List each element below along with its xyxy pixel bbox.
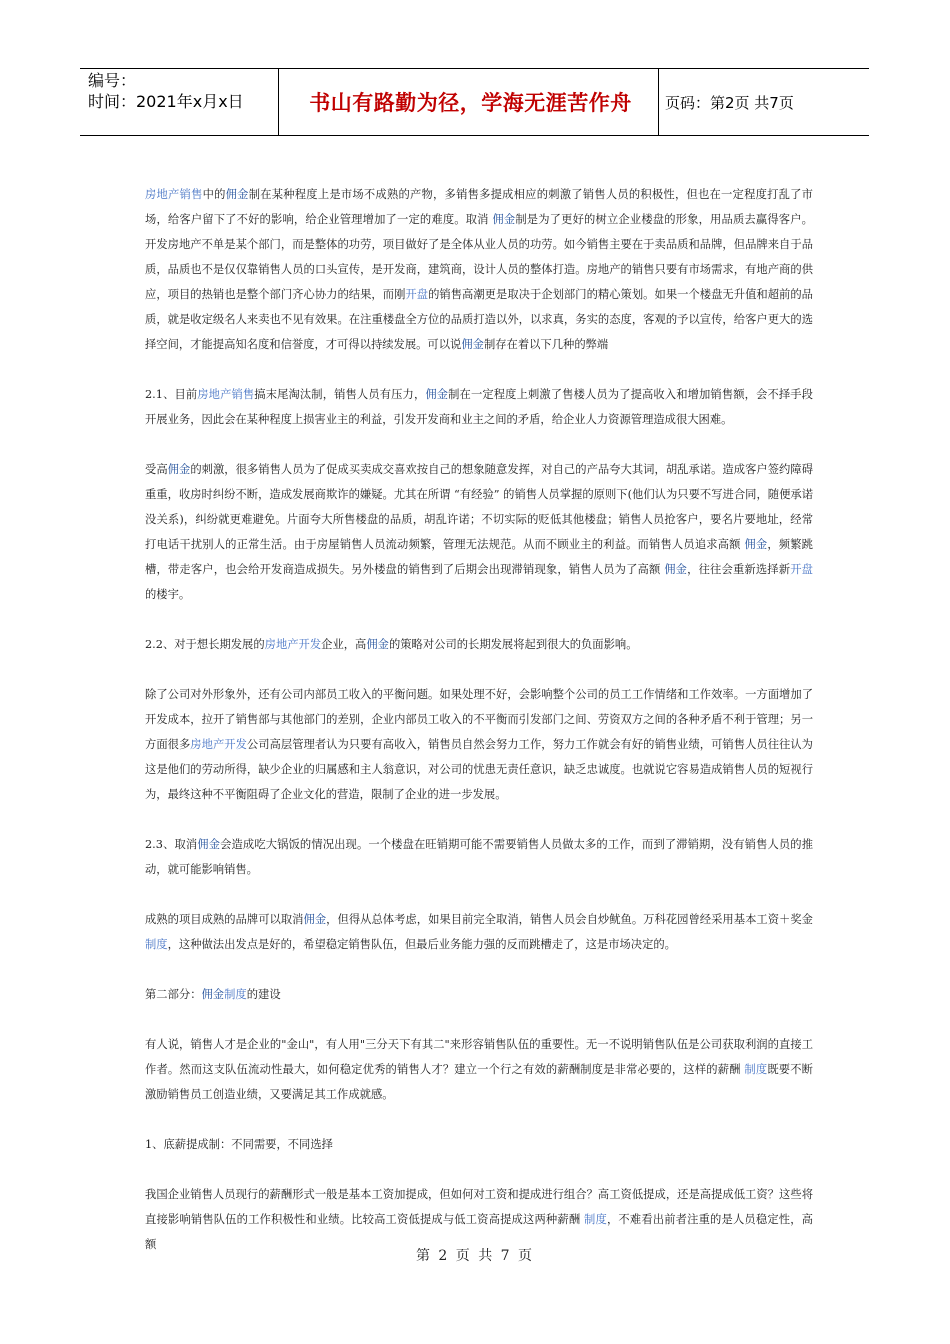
inline-link[interactable]: 房地产开发 [190, 738, 247, 751]
body-paragraph [145, 982, 813, 1007]
inline-link[interactable]: 开盘 [790, 563, 813, 576]
inline-link[interactable]: 佣金 [303, 913, 327, 926]
paragraph-text: 的刺激，很多销售人员为了促成买卖成交喜欢按自己的想象随意发挥，对自己的产品夸大其词，胡乱承诺。造成客户签约障碍重重，收房时纠纷不断，造成发展商欺诈的嫌疑。尤其在所谓 “有经验” 的销售人员掌握的原则下(他们认为只要不写进合同，随便承诺没关系)，纠纷就更难避免。片面夸大所售楼盘的品质，胡乱许诺；不切实际的贬低其他楼盘；销售人员抢客户，要名片要地址，经常打电话干扰别人的正常生活。由于房屋销售人员流动频繁，管理无法规范。从而不顾业主的利益。而销售人员追求高额 [145, 463, 813, 551]
body-paragraph [145, 682, 813, 807]
document-date: 时间：2021年x月x日 [88, 92, 244, 111]
inline-link[interactable]: 佣金 [201, 988, 225, 1001]
body-paragraph [145, 1132, 813, 1157]
paragraph-text: 的销售高潮更是取决于企划部门的精心策划。如果一个楼盘无升值和超前的品质，就是收定级名人来卖也不见有效果。在注重楼盘全方位的品质打造以外，以求真，务实的态度，客观的予以宣传，给客户更大的选择空间，才能提高知名度和信誉度，才可得以持续发展。可以说 [145, 288, 813, 351]
paragraph-text: 中的 [202, 188, 226, 201]
paragraph-text: 除了公司对外形象外，还有公司内部员工收入的平衡问题。如果处理不好，会影响整个公司的员工工作情绪和工作效率。一方面增加了开发成本，拉开了销售部与其他部门的差别，企业内部员工收入的不平衡而引发部门之间、劳资双方之间的各种矛盾不利于管理；另一方面很多 [145, 688, 813, 751]
paragraph-text: 公司高层管理者认为只要有高收入，销售员自然会努力工作，努力工作就会有好的销售业绩，可销售人员往往认为这是他们的劳动所得，缺少企业的归属感和主人翁意识，对公司的忧患无责任意识，缺乏忠诚度。也就说它容易造成销售人员的短视行为，最终这种不平衡阻碍了企业文化的营造，限制了企业的进一步发展。 [145, 738, 813, 801]
paragraph-text: 成熟的项目成熟的品牌可以取消 [145, 913, 304, 926]
inline-link[interactable]: 佣金 [167, 463, 191, 476]
body-paragraph [145, 182, 813, 357]
header-meta [88, 70, 278, 112]
inline-link[interactable]: 佣金 [366, 638, 389, 651]
paragraph-text: ，不难看出前者注重的是人员稳定性，高额 [145, 1213, 813, 1251]
paragraph-text: 制是为了更好的树立企业楼盘的形象，用品质去赢得客户。开发房地产不单是某个部门，而是整体的功劳，项目做好了是全体从业人员的功劳。如今销售主要在于卖品质和品牌，但品牌来自于品质，品质也不是仅仅靠销售人员的口头宣传，是开发商，建筑商，设计人员的整体打造。房地产的销售只要有市场需求，有地产商的供应，项目的热销也是整个部门齐心协力的结果，而刚 [145, 213, 813, 301]
paragraph-text: ，频繁跳槽，带走客户，也会给开发商造成损失。另外楼盘的销售到了后期会出现滞销现象，销售人员为了高额 [145, 538, 813, 576]
paragraph-text: 搞末尾淘汰制，销售人员有压力， [254, 388, 426, 401]
inline-link[interactable]: 开盘 [405, 288, 429, 301]
paragraph-text: 1、底薪提成制：不同需要，不同选择 [145, 1138, 333, 1151]
inline-link[interactable]: 房地产销售 [145, 188, 203, 201]
document-header [80, 68, 869, 136]
body-paragraph [145, 907, 813, 957]
paragraph-text: 会造成吃大锅饭的情况出现。一个楼盘在旺销期可能不需要销售人员做太多的工作，而到了滞销期，没有销售人员的推动，就可能影响销售。 [145, 838, 813, 876]
paragraph-text: 制存在着以下几种的弊端 [483, 338, 609, 351]
inline-link[interactable]: 制度 [224, 988, 247, 1001]
inline-link[interactable]: 房地产开发 [264, 638, 322, 651]
header-page-code: 页码：第2页 共7页 [665, 93, 794, 112]
paragraph-text: 企业，高 [321, 638, 367, 651]
paragraph-text: 2.3、取消 [145, 838, 198, 851]
inline-link[interactable]: 佣金 [461, 338, 484, 351]
header-divider [278, 68, 279, 136]
paragraph-text: 2.2、对于想长期发展的 [145, 638, 265, 651]
header-motto: 书山有路勤为径，学海无涯苦作舟 [309, 91, 632, 115]
header-divider [658, 68, 659, 136]
paragraph-text: 的策略对公司的长期发展将起到很大的负面影响。 [388, 638, 638, 651]
body-paragraph [145, 382, 813, 432]
inline-link[interactable]: 佣金 [225, 188, 249, 201]
paragraph-text: 受高 [145, 463, 168, 476]
inline-link[interactable]: 制度 [744, 1063, 768, 1076]
inline-link[interactable]: 佣金 [744, 538, 768, 551]
paragraph-text: ，往往会重新选择新 [687, 563, 791, 576]
body-paragraph [145, 832, 813, 882]
body-paragraph [145, 457, 813, 607]
inline-link[interactable]: 制度 [145, 938, 168, 951]
inline-link[interactable]: 佣金 [197, 838, 221, 851]
paragraph-text: 的建设 [246, 988, 281, 1001]
paragraph-text: 我国企业销售人员现行的薪酬形式一般是基本工资加提成，但如何对工资和提成进行组合？高工资低提成，还是高提成低工资？这些将直接影响销售队伍的工作积极性和业绩。比较高工资低提成与低工资高提成这两种薪酬 [145, 1188, 813, 1226]
document-number-label: 编号： [88, 71, 137, 90]
paragraph-text: 既要不断激励销售员工创造业绩，又要满足其工作成就感。 [145, 1063, 813, 1101]
page-footer: 第 2 页 共 7 页 [415, 1248, 535, 1264]
paragraph-text: 有人说，销售人才是企业的"金山"，有人用"三分天下有其二"来形容销售队伍的重要性。无一不说明销售队伍是公司获取利润的直接工作者。然而这支队伍流动性最大，如何稳定优秀的销售人才？建立一个行之有效的薪酬制度是非常必要的，这样的薪酬 [145, 1038, 813, 1076]
inline-link[interactable]: 佣金 [492, 213, 516, 226]
body-paragraph [145, 1032, 813, 1107]
paragraph-text: 制在某种程度上是市场不成熟的产物，多销售多提成相应的刺激了销售人员的积极性，但也在一定程度打乱了市场，给客户留下了不好的影响，给企业管理增加了一定的难度。取消 [145, 188, 813, 226]
body-paragraph [145, 632, 813, 657]
paragraph-text: 第二部分： [145, 988, 202, 1001]
inline-link[interactable]: 房地产销售 [197, 388, 255, 401]
inline-link[interactable]: 制度 [584, 1213, 607, 1226]
inline-link[interactable]: 佣金 [664, 563, 688, 576]
paragraph-text: ，但得从总体考虑，如果目前完全取消，销售人员会自炒鱿鱼。万科花园曾经采用基本工资＋奖金 [326, 913, 813, 926]
document-body [145, 182, 813, 1282]
inline-link[interactable]: 佣金 [425, 388, 449, 401]
paragraph-text: ，这种做法出发点是好的，希望稳定销售队伍，但最后业务能力强的反而跳槽走了，这是市场决定的。 [167, 938, 676, 951]
paragraph-text: 制在一定程度上刺激了售楼人员为了提高收入和增加销售额，会不择手段开展业务，因此会在某种程度上损害业主的利益，引发开发商和业主之间的矛盾，给企业人力资源管理造成很大困难。 [145, 388, 813, 426]
paragraph-text: 的楼宇。 [145, 588, 191, 601]
paragraph-text: 2.1、目前 [145, 388, 198, 401]
